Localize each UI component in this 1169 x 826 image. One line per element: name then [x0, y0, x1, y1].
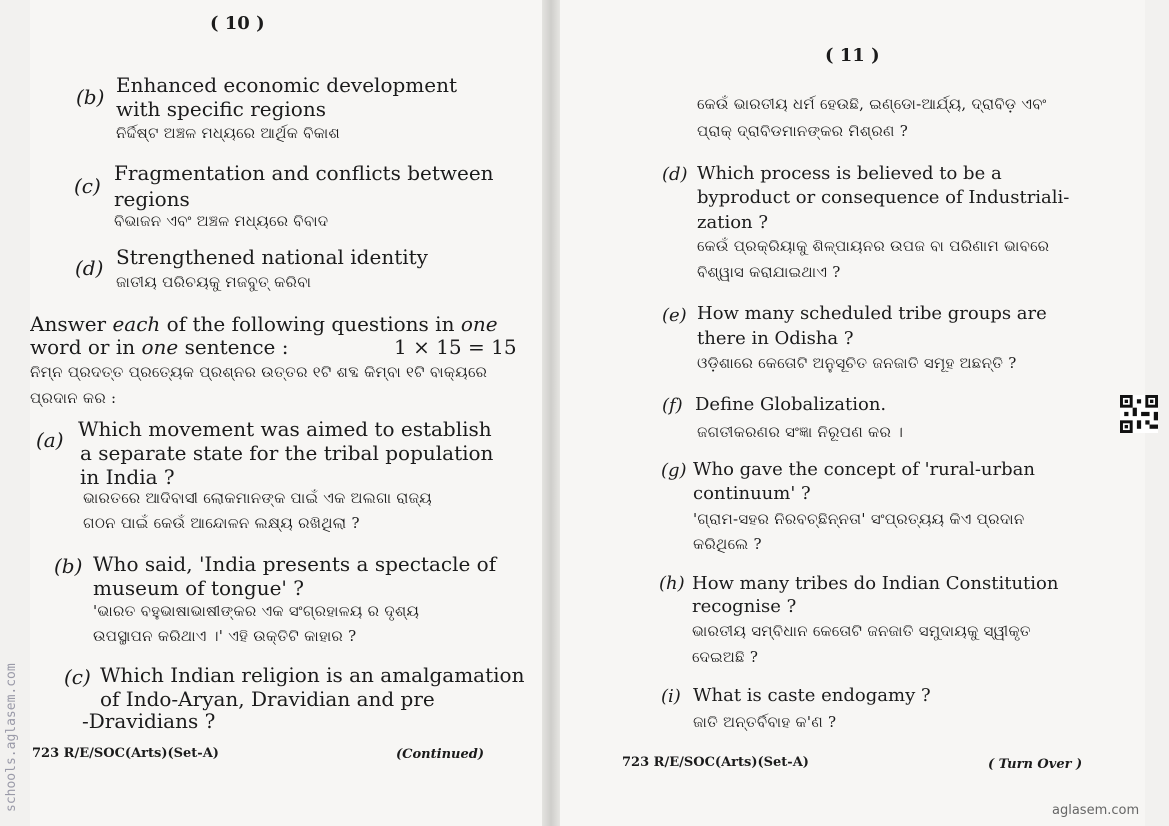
question-label-g: (g): [661, 460, 687, 481]
side-watermark: schools.aglasem.com: [4, 663, 19, 812]
question-a-odia-1: ଭାରତରେ ଆଦିବାସୀ ଲୋକମାନଙ୍କ ପାଇଁ ଏକ ଅଲଗା ରାଜ୍ୟ: [83, 489, 432, 507]
footer-continued: (Continued): [396, 747, 484, 762]
marks-allocation: 1 × 15 = 15: [394, 335, 517, 359]
right-page: [560, 0, 1145, 826]
page-number: ( 11 ): [825, 45, 880, 66]
question-f-line-1: Define Globalization.: [695, 394, 887, 415]
question-i-odia: ଜାତି ଅନ୍ତର୍ବିବାହ କ'ଣ ?: [693, 713, 837, 731]
question-b-odia-1: 'ଭାରତ ବହୁଭାଷାଭାଷୀଙ୍କର ଏକ ସଂଗ୍ରହାଳୟ ର ଦୃଶ୍ୟ: [93, 602, 420, 620]
instruction-odia-1: ନିମ୍ନ ପ୍ରଦତ୍ତ ପ୍ରତ୍ୟେକ ପ୍ରଶ୍ନର ଉତ୍ତର ୧ଟି ଶବ୍ଦ କିମ୍ବା ୧ଟି ବାକ୍ୟରେ: [30, 363, 488, 381]
qr-code-icon: [1120, 395, 1158, 433]
question-g-line-2: continuum' ?: [693, 483, 811, 504]
bottom-watermark: aglasem.com: [1052, 803, 1140, 818]
question-f-odia: ଜଗତୀକରଣର ସଂଜ୍ଞା ନିରୂପଣ କର ।: [697, 423, 904, 441]
question-a-line-3: in India ?: [80, 465, 175, 489]
question-c-line-3: -Dravidians ?: [82, 709, 216, 733]
question-label-f: (f): [662, 395, 683, 416]
question-h-odia-1: ଭାରତୀୟ ସମ୍ବିଧାନ କେତୋଟି ଜନଜାତି ସମୁଦାୟକୁ ସ୍ୱୀକୃତ: [692, 622, 1031, 640]
footer-code: 723 R/E/SOC(Arts)(Set-A): [32, 746, 219, 761]
footer-turn-over: ( Turn Over ): [988, 757, 1083, 772]
option-c-line-2: regions: [114, 187, 190, 211]
question-b-line-2: museum of tongue' ?: [93, 576, 305, 600]
book-gutter: [542, 0, 560, 826]
question-g-line-1: Who gave the concept of 'rural-urban: [693, 459, 1035, 480]
footer-code: 723 R/E/SOC(Arts)(Set-A): [622, 755, 809, 770]
page-number: ( 10 ): [210, 13, 265, 34]
question-a-line-2: a separate state for the tribal population: [80, 441, 494, 465]
question-e-line-1: How many scheduled tribe groups are: [697, 303, 1047, 324]
question-e-odia: ଓଡ଼ିଶାରେ କେତୋଟି ଅନୁସୂଚିତ ଜନଜାତି ସମୂହ ଅଛନ୍ତି ?: [697, 354, 1017, 372]
question-i-line-1: What is caste endogamy ?: [693, 685, 931, 706]
question-h-line-1: How many tribes do Indian Constitution: [692, 573, 1059, 594]
question-label-d: (d): [662, 164, 688, 185]
instruction-line-1: Answer each of the following questions in one: [30, 312, 498, 336]
question-label-c: (c): [64, 665, 91, 689]
question-d-odia-1: କେଉଁ ପ୍ରକ୍ରିୟାକୁ ଶିଳ୍ପାୟନର ଉପଜ ବା ପରିଣାମ ଭାବରେ: [697, 237, 1050, 255]
option-c-odia: ବିଭାଜନ ଏବଂ ଅଞ୍ଚଳ ମଧ୍ୟରେ ବିବାଦ: [114, 212, 329, 230]
question-c-line-1: Which Indian religion is an amalgamation: [100, 663, 525, 687]
question-label-e: (e): [662, 305, 687, 326]
question-c-line-2: of Indo-Aryan, Dravidian and pre: [100, 687, 435, 711]
question-label-a: (a): [36, 428, 64, 452]
question-h-line-2: recognise ?: [692, 596, 797, 617]
option-label-c: (c): [74, 174, 101, 198]
question-d-line-3: zation ?: [697, 212, 769, 233]
question-label-b: (b): [54, 554, 83, 578]
question-d-line-2: byproduct or consequence of Industriali-: [697, 187, 1070, 208]
option-d-odia: ଜାତୀୟ ପରିଚୟକୁ ମଜବୁତ୍ କରିବା: [116, 273, 312, 291]
question-d-line-1: Which process is believed to be a: [697, 163, 1002, 184]
question-h-odia-2: ଦେଇଅଛି ?: [692, 648, 759, 666]
option-label-b: (b): [76, 85, 105, 109]
option-c-line-1: Fragmentation and conflicts between: [114, 161, 494, 185]
question-g-odia-1: 'ଗ୍ରାମ-ସହର ନିରବଚ୍ଛିନ୍ନତା' ସଂପ୍ରତ୍ୟୟ କିଏ ପ୍ରଦାନ: [693, 510, 1025, 528]
question-a-line-1: Which movement was aimed to establish: [78, 417, 492, 441]
question-b-line-1: Who said, 'India presents a spectacle of: [93, 552, 497, 576]
question-a-odia-2: ଗଠନ ପାଇଁ କେଉଁ ଆନ୍ଦୋଳନ ଲକ୍ଷ୍ୟ ରଖିଥିଲା ?: [83, 514, 360, 532]
option-b-line-1: Enhanced economic development: [116, 73, 458, 97]
instruction-line-2: word or in one sentence :: [30, 335, 289, 359]
question-label-i: (i): [661, 686, 681, 707]
question-b-odia-2: ଉପସ୍ଥାପନ କରିଥାଏ ।' ଏହି ଉକ୍ତିଟି କାହାର ?: [93, 627, 357, 645]
option-d-line-1: Strengthened national identity: [116, 245, 428, 269]
option-b-odia: ନିର୍ଦ୍ଦିଷ୍ଟ ଅଞ୍ଚଳ ମଧ୍ୟରେ ଆର୍ଥିକ ବିକାଶ: [116, 124, 340, 142]
instruction-odia-2: ପ୍ରଦାନ କର :: [30, 389, 117, 407]
question-d-odia-2: ବିଶ୍ୱାସ କରାଯାଇଥାଏ ?: [697, 263, 841, 281]
question-c-odia-2: ପ୍ରାକ୍ ଦ୍ରାବିଡମାନଙ୍କର ମିଶ୍ରଣ ?: [697, 122, 909, 140]
left-page: [30, 0, 542, 826]
question-c-odia-1: କେଉଁ ଭାରତୀୟ ଧର୍ମ ହେଉଛି, ଇଣ୍ଡୋ-ଆର୍ଯ୍ୟ, ଦ୍ରାବିଡ଼ ଏବଂ: [697, 95, 1047, 113]
option-label-d: (d): [75, 256, 104, 280]
question-e-line-2: there in Odisha ?: [697, 328, 854, 349]
question-label-h: (h): [659, 573, 685, 594]
option-b-line-2: with specific regions: [116, 97, 326, 121]
question-g-odia-2: କରିଥିଲେ ?: [693, 535, 762, 553]
